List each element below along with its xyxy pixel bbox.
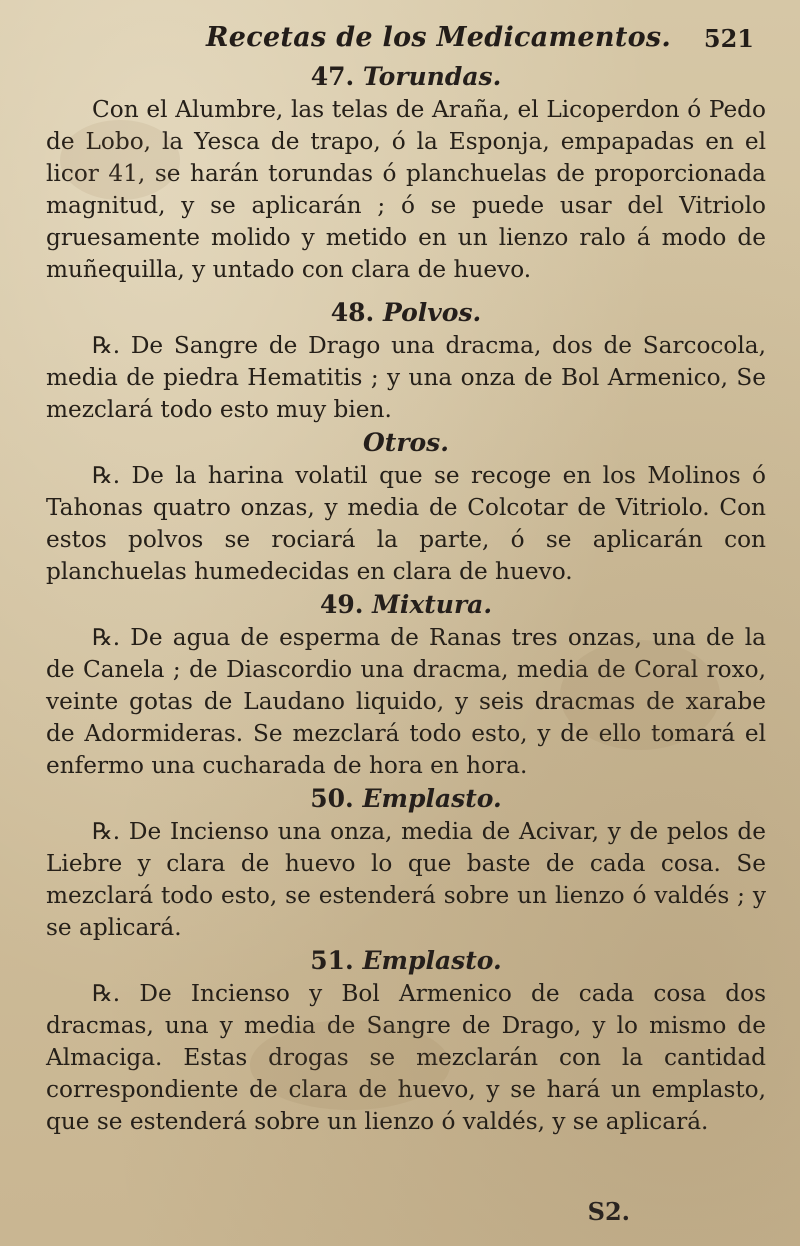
paper-stain [250, 1020, 450, 1110]
recipe-paragraph: ℞. De la harina volatil que se recoge en los Molinos ó Tahonas quatro onzas, y media de Colcotar de Vitriolo. Con estos polvos se rociará la parte, ó se aplicarán con planchuelas humedecidas en clara de huevo. [46, 462, 766, 585]
paper-stain [560, 640, 720, 750]
section-number: 47. [310, 62, 355, 91]
section-title: Polvos. [382, 298, 482, 327]
section-heading [46, 590, 766, 620]
section-number: 48. [330, 298, 375, 327]
recipe-paragraph: ℞. De Incienso una onza, media de Acivar, y de pelos de Liebre y clara de huevo lo que baste de cada cosa. Se mezclará todo esto, se estenderá sobre un lienzo ó valdés ; y se aplicará. [46, 818, 766, 941]
running-title: Recetas de los Medicamentos. [206, 22, 672, 53]
signature-mark: S2. [587, 1197, 630, 1226]
section-title: Emplasto. [362, 784, 502, 813]
section-heading [46, 784, 766, 814]
paper-stain [60, 120, 180, 200]
section-number: 51. [310, 946, 354, 975]
page-header [46, 22, 766, 60]
section-number: 49. [319, 590, 364, 619]
section-heading [46, 298, 766, 328]
page-number: 521 [703, 24, 754, 53]
recipe-paragraph: ℞. De agua de esperma de Ranas tres onzas, una de la de Canela ; de Diascordio una dracma, media de Coral roxo, veinte gotas de Laudano liquido, y seis dracmas de xarabe de Adormideras. Se mezclará todo esto, y de ello tomará el enfermo una cucharada de hora en hora. [46, 624, 766, 779]
section-title: Emplasto. [362, 946, 502, 975]
recipe-paragraph: Con el Alumbre, las telas de Araña, el Licoperdon ó Pedo de Lobo, la Yesca de trapo, ó la Esponja, empapadas en el licor 41, se harán torundas ó planchuelas de proporcionada magnitud, y se aplicarán ; ó se puede usar del Vitriolo gruesamente molido y metido en un lienzo ralo á modo de muñequilla, y untado con clara de huevo. [46, 96, 766, 283]
section-heading [46, 428, 766, 458]
section-title: Otros. [363, 428, 449, 457]
section-heading [46, 946, 766, 976]
section-number: 50. [310, 784, 354, 813]
recipe-paragraph: ℞. De Sangre de Drago una dracma, dos de Sarcocola, media de piedra Hematitis ; y una onza de Bol Armenico, Se mezclará todo esto muy bien. [46, 332, 766, 423]
section-title: Mixtura. [372, 590, 493, 619]
recipe-paragraph: ℞. De Incienso y Bol Armenico de cada cosa dos dracmas, una y media de Sangre de Drago, y lo mismo de Almaciga. Estas drogas se mezclarán con la cantidad correspondiente de clara de huevo, y se hará un emplasto, que se estenderá sobre un lienzo ó valdés, y se aplicará. [46, 980, 766, 1135]
section-title: Torundas. [362, 62, 502, 91]
section-heading [46, 62, 766, 92]
